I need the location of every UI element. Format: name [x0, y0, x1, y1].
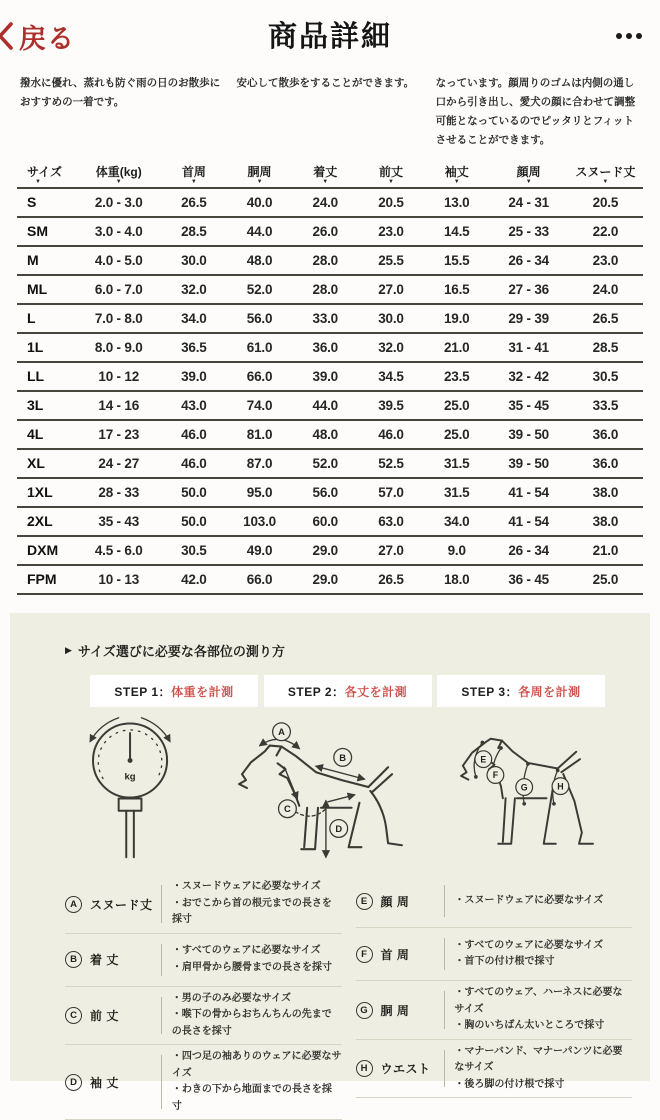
value-cell: 21.0	[592, 542, 619, 558]
value-cell: 24.0	[312, 194, 338, 210]
value-cell: 31 - 41	[508, 339, 549, 355]
table-row	[17, 217, 643, 246]
marker-c: C	[284, 804, 291, 815]
value-cell: 50.0	[181, 484, 207, 500]
table-row	[17, 478, 643, 507]
step-2-badge	[264, 675, 432, 707]
value-cell: 20.5	[592, 194, 619, 210]
scale-unit-label: kg	[124, 771, 136, 783]
value-cell: 23.0	[378, 223, 404, 239]
value-cell: 44.0	[312, 397, 338, 413]
triangle-right-icon: ▶	[65, 645, 72, 656]
value-cell: 27 - 36	[508, 281, 549, 297]
legend-description: ・マナーバンド、マナーパンツに必要なサイズ ・後ろ脚の付け根で採寸	[454, 1045, 623, 1090]
value-cell: 6.0 - 7.0	[94, 281, 143, 297]
marker-h: H	[557, 781, 564, 792]
size-cell: 2XL	[27, 513, 53, 530]
steps-row	[90, 675, 605, 707]
value-cell: 26 - 34	[508, 252, 549, 268]
value-cell: 25.5	[378, 252, 404, 268]
table-row	[17, 449, 643, 478]
value-cell: 43.0	[181, 397, 207, 413]
size-table-body	[17, 188, 643, 594]
marker-letter: F	[356, 946, 373, 963]
size-cell: M	[27, 252, 39, 269]
value-cell: 29.0	[312, 542, 338, 558]
column-header	[76, 166, 161, 189]
app-header	[0, 0, 660, 66]
measure-legend	[65, 875, 632, 1120]
value-cell: 36.0	[312, 339, 338, 355]
table-row	[17, 246, 643, 275]
legend-key	[65, 1074, 161, 1091]
legend-key	[356, 946, 444, 963]
legend-description: ・すべてのウェアに必要なサイズ ・首下の付け根で採寸	[454, 939, 604, 968]
value-cell: 28.0	[312, 281, 338, 297]
legend-key	[65, 896, 161, 913]
value-cell: 9.0	[447, 542, 466, 558]
column-header	[490, 166, 568, 189]
value-cell: 63.0	[378, 513, 404, 529]
value-cell: 49.0	[246, 542, 273, 558]
value-cell: 87.0	[246, 455, 273, 471]
value-cell: 24.0	[592, 281, 619, 297]
value-cell: 36.0	[592, 455, 619, 471]
step-label: 各丈を計測	[344, 685, 408, 700]
marker-a: A	[278, 727, 285, 738]
size-cell: FPM	[27, 571, 57, 588]
legend-term: 着 丈	[90, 953, 119, 968]
size-cell: 3L	[27, 397, 44, 414]
value-cell: 24 - 31	[508, 194, 549, 210]
legend-term: 前 丈	[90, 1009, 119, 1023]
value-cell: 48.0	[312, 426, 338, 442]
value-cell: 36.0	[592, 426, 619, 442]
column-header	[568, 166, 643, 189]
legend-item	[65, 934, 342, 987]
legend-item	[356, 875, 633, 928]
value-cell: 44.0	[246, 223, 273, 239]
divider	[161, 885, 162, 923]
sort-arrow-icon: ▼	[190, 179, 197, 186]
step-1-badge	[90, 675, 258, 707]
value-cell: 95.0	[246, 484, 273, 500]
divider	[444, 885, 445, 917]
column-header-label: スヌード丈	[575, 164, 636, 179]
value-cell: 10 - 13	[98, 571, 140, 587]
more-menu-button[interactable]	[614, 27, 644, 45]
divider	[161, 944, 162, 976]
value-cell: 26.5	[592, 310, 619, 326]
marker-letter: H	[356, 1060, 373, 1077]
legend-key	[65, 951, 161, 968]
marker-letter: A	[65, 896, 82, 913]
value-cell: 30.5	[181, 542, 207, 558]
value-cell: 28.5	[592, 339, 619, 355]
value-cell: 16.5	[443, 281, 470, 297]
table-row	[17, 391, 643, 420]
value-cell: 28.5	[181, 223, 207, 239]
marker-letter: C	[65, 1007, 82, 1024]
size-cell: ML	[27, 281, 48, 298]
size-cell: XL	[27, 455, 45, 472]
value-cell: 31.5	[443, 484, 470, 500]
size-cell: 1XL	[27, 484, 53, 501]
guide-heading-label: サイズ選びに必要な各部位の測り方	[77, 644, 285, 660]
value-cell: 57.0	[378, 484, 404, 500]
dog-girth-diagram	[448, 713, 606, 863]
marker-letter: G	[356, 1002, 373, 1019]
value-cell: 10 - 12	[98, 368, 140, 384]
value-cell: 20.5	[378, 194, 404, 210]
back-button-label: 戻る	[19, 23, 75, 54]
column-header-label: 体重(kg)	[95, 164, 142, 179]
sort-arrow-icon: ▼	[602, 179, 609, 186]
size-cell: 1L	[27, 339, 44, 356]
guide-heading	[65, 641, 650, 660]
ellipsis-icon	[636, 33, 642, 39]
value-cell: 29.0	[312, 571, 338, 587]
size-cell: LL	[27, 368, 45, 385]
legend-item	[356, 928, 633, 981]
legend-term: 袖 丈	[90, 1075, 119, 1090]
value-cell: 25.0	[592, 571, 619, 587]
marker-letter: E	[356, 893, 373, 910]
step-label: 体重を計測	[171, 685, 234, 700]
value-cell: 39.5	[378, 397, 404, 413]
value-cell: 23.0	[592, 252, 619, 268]
legend-term: 胴 周	[380, 1003, 410, 1018]
table-row	[17, 536, 643, 565]
step-prefix: STEP 2：	[287, 685, 345, 700]
value-cell: 25.0	[443, 397, 470, 413]
value-cell: 21.0	[443, 339, 470, 355]
size-cell: DXM	[27, 542, 59, 559]
value-cell: 8.0 - 9.0	[94, 339, 143, 355]
value-cell: 30.0	[378, 310, 404, 326]
column-header	[424, 166, 490, 189]
legend-key	[356, 1060, 444, 1077]
value-cell: 36.5	[181, 339, 207, 355]
divider	[444, 938, 445, 970]
value-cell: 56.0	[312, 484, 338, 500]
value-cell: 2.0 - 3.0	[94, 194, 143, 210]
value-cell: 60.0	[312, 513, 338, 529]
value-cell: 25.0	[443, 426, 470, 442]
value-cell: 34.5	[378, 368, 404, 384]
size-cell: SM	[27, 223, 48, 240]
legend-description: ・男の子のみ必要なサイズ ・喉下の骨からおちんちんの先までの長さを採寸	[171, 992, 332, 1037]
value-cell: 35 - 45	[508, 397, 549, 413]
weight-scale-diagram	[72, 713, 190, 863]
column-header-label: 袖丈	[444, 164, 469, 179]
value-cell: 39.0	[312, 368, 338, 384]
size-table-header	[17, 166, 643, 189]
value-cell: 4.0 - 5.0	[94, 252, 143, 268]
legend-description: ・スヌードウェアに必要なサイズ ・おでこから首の根元までの長さを採寸	[171, 881, 332, 926]
legend-item	[356, 981, 633, 1040]
value-cell: 31.5	[443, 455, 470, 471]
legend-column-left	[65, 875, 342, 1120]
table-row	[17, 304, 643, 333]
column-header-label: 首周	[181, 164, 206, 179]
value-cell: 33.0	[312, 310, 338, 326]
value-cell: 25 - 33	[508, 223, 549, 239]
value-cell: 27.0	[378, 281, 404, 297]
value-cell: 42.0	[181, 571, 207, 587]
value-cell: 22.0	[592, 223, 619, 239]
value-cell: 46.0	[378, 426, 404, 442]
value-cell: 26 - 34	[508, 542, 549, 558]
back-button[interactable]	[0, 17, 75, 56]
table-row	[17, 420, 643, 449]
divider	[444, 991, 445, 1029]
value-cell: 52.0	[312, 455, 338, 471]
column-header-label: 着丈	[313, 164, 338, 179]
value-cell: 74.0	[246, 397, 273, 413]
legend-description: ・すべてのウェアに必要なサイズ ・肩甲骨から腰骨までの長さを採寸	[172, 945, 332, 973]
value-cell: 28.0	[312, 252, 338, 268]
value-cell: 32.0	[181, 281, 207, 297]
table-row	[17, 333, 643, 362]
ellipsis-icon	[626, 33, 632, 39]
value-cell: 26.5	[378, 571, 404, 587]
divider	[161, 997, 162, 1035]
value-cell: 34.0	[443, 513, 470, 529]
value-cell: 4.5 - 6.0	[94, 542, 143, 558]
marker-b: B	[339, 753, 347, 764]
chevron-left-icon	[0, 21, 14, 51]
sort-arrow-icon: ▼	[388, 179, 394, 186]
value-cell: 39.0	[181, 368, 207, 384]
table-row	[17, 275, 643, 304]
value-cell: 39 - 50	[508, 426, 549, 442]
value-cell: 38.0	[592, 484, 619, 500]
column-header	[161, 166, 227, 189]
legend-key	[356, 1002, 444, 1019]
legend-term: 首 周	[380, 947, 410, 962]
value-cell: 56.0	[246, 310, 273, 326]
legend-description: ・四つ足の袖ありのウェアに必要なサイズ ・わきの下から地面までの長さを採寸	[171, 1051, 342, 1112]
value-cell: 41 - 54	[508, 484, 549, 500]
value-cell: 29 - 39	[508, 310, 549, 326]
value-cell: 39 - 50	[508, 455, 549, 471]
marker-f: F	[492, 770, 499, 781]
sort-arrow-icon: ▼	[525, 179, 532, 186]
legend-term: 顔 周	[380, 894, 410, 909]
page-title: 商品詳細	[267, 21, 392, 53]
divider	[444, 1050, 445, 1088]
step-3-badge	[437, 675, 605, 707]
marker-d: D	[335, 824, 343, 835]
value-cell: 26.5	[181, 194, 207, 210]
sort-arrow-icon: ▼	[115, 179, 122, 186]
value-cell: 46.0	[181, 455, 207, 471]
legend-description: ・スヌードウェアに必要なサイズ	[454, 895, 604, 906]
legend-key	[356, 893, 444, 910]
value-cell: 61.0	[246, 339, 273, 355]
value-cell: 38.0	[592, 513, 619, 529]
legend-key	[65, 1007, 161, 1024]
product-description-row	[0, 66, 660, 150]
legend-item	[65, 875, 342, 934]
legend-term: ウエスト	[380, 1062, 431, 1076]
value-cell: 66.0	[246, 368, 273, 384]
sort-arrow-icon: ▼	[35, 179, 41, 186]
ellipsis-icon	[616, 33, 622, 39]
value-cell: 52.0	[246, 281, 273, 297]
value-cell: 81.0	[246, 426, 273, 442]
value-cell: 36 - 45	[508, 571, 549, 587]
step-prefix: STEP 3：	[461, 685, 519, 700]
value-cell: 103.0	[243, 513, 276, 529]
value-cell: 52.5	[378, 455, 404, 471]
size-cell: 4L	[27, 426, 44, 443]
value-cell: 35 - 43	[98, 513, 140, 529]
divider	[161, 1055, 162, 1109]
value-cell: 13.0	[443, 194, 470, 210]
column-header	[17, 166, 76, 189]
column-header	[292, 166, 358, 189]
legend-item	[65, 987, 342, 1046]
value-cell: 34.0	[181, 310, 207, 326]
value-cell: 27.0	[378, 542, 404, 558]
value-cell: 66.0	[246, 571, 273, 587]
size-cell: S	[27, 194, 37, 211]
table-row	[17, 507, 643, 536]
value-cell: 18.0	[443, 571, 470, 587]
value-cell: 48.0	[246, 252, 273, 268]
dog-length-diagram	[215, 713, 423, 863]
size-cell: L	[27, 310, 36, 327]
column-header-label: サイズ	[27, 164, 63, 179]
value-cell: 14 - 16	[98, 397, 140, 413]
marker-letter: B	[65, 951, 82, 968]
table-row	[17, 362, 643, 391]
measure-guide-panel	[10, 613, 650, 1112]
size-table	[17, 166, 643, 596]
legend-item	[356, 1040, 633, 1099]
column-header	[358, 166, 424, 189]
value-cell: 50.0	[181, 513, 207, 529]
description-column-2: 安心して散歩をすることができます。	[236, 77, 415, 89]
value-cell: 32 - 42	[508, 368, 549, 384]
marker-e: E	[480, 754, 487, 765]
value-cell: 24 - 27	[98, 455, 140, 471]
description-column-3: なっています。顔周りのゴムは内側の通し口から引き出し、愛犬の顔に合わせて調整可能となっているのでピッタリとフィットさせることができます。	[435, 77, 636, 146]
legend-term: スヌード丈	[90, 897, 153, 912]
value-cell: 30.5	[592, 368, 619, 384]
step-label: 各周を計測	[518, 685, 581, 700]
table-row	[17, 188, 643, 217]
value-cell: 30.0	[181, 252, 207, 268]
value-cell: 14.5	[443, 223, 470, 239]
table-row	[17, 565, 643, 594]
marker-letter: D	[65, 1074, 82, 1091]
value-cell: 15.5	[443, 252, 470, 268]
sort-arrow-icon: ▼	[453, 179, 460, 186]
value-cell: 33.5	[592, 397, 619, 413]
column-header-label: 顔周	[516, 164, 541, 179]
value-cell: 3.0 - 4.0	[94, 223, 143, 239]
value-cell: 17 - 23	[98, 426, 140, 442]
legend-description: ・すべてのウェア、ハーネスに必要なサイズ ・胸のいちばん太いところで採寸	[454, 987, 623, 1032]
sort-arrow-icon: ▼	[322, 179, 329, 186]
value-cell: 7.0 - 8.0	[94, 310, 143, 326]
description-column-1: 撥水に優れ、蒸れも防ぐ雨の日のお散歩におすすめの一着です。	[20, 77, 221, 108]
value-cell: 41 - 54	[508, 513, 549, 529]
value-cell: 32.0	[378, 339, 404, 355]
value-cell: 26.0	[312, 223, 338, 239]
value-cell: 23.5	[443, 368, 470, 384]
value-cell: 28 - 33	[98, 484, 140, 500]
value-cell: 40.0	[246, 194, 273, 210]
column-header	[227, 166, 293, 189]
step-prefix: STEP 1：	[114, 685, 172, 700]
value-cell: 46.0	[181, 426, 207, 442]
diagram-row	[72, 713, 606, 863]
legend-item	[65, 1045, 342, 1120]
marker-g: G	[520, 782, 528, 793]
sort-arrow-icon: ▼	[256, 179, 263, 186]
column-header-label: 前丈	[378, 164, 403, 179]
legend-column-right	[356, 875, 633, 1120]
value-cell: 19.0	[443, 310, 470, 326]
column-header-label: 胴周	[247, 164, 272, 179]
